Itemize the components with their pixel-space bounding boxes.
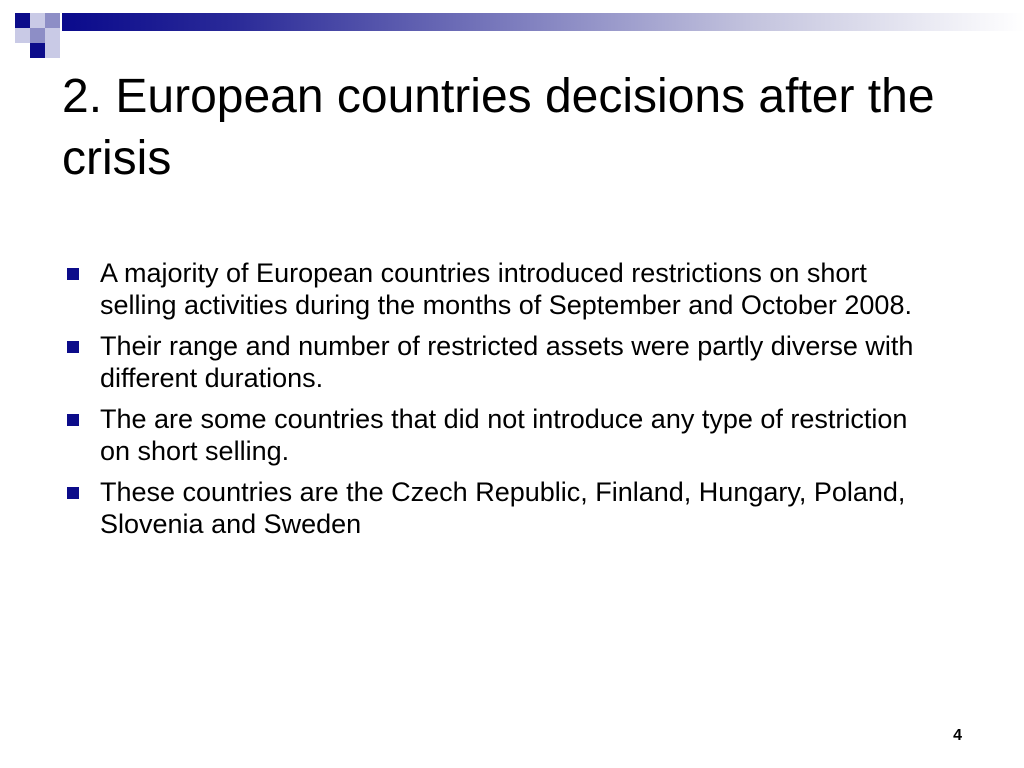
bullet-list — [64, 257, 944, 549]
decorative-square — [30, 13, 45, 28]
slide-title: 2. European countries decisions after the crisis — [62, 70, 935, 185]
square-bullet-icon — [67, 414, 79, 426]
bullet-item — [64, 257, 944, 321]
square-bullet-icon — [67, 268, 79, 280]
bullet-item — [64, 476, 944, 540]
bullet-text: Their range and number of restricted assets were partly diverse with different durations. — [100, 331, 914, 393]
decorative-square — [45, 43, 60, 58]
bullet-item — [64, 330, 944, 394]
square-bullet-icon — [67, 487, 79, 499]
page-number: 4 — [953, 727, 962, 744]
bullet-text: A majority of European countries introduced restrictions on short selling activities during the months of September and October 2008. — [100, 258, 912, 320]
decorative-square — [30, 43, 45, 58]
decorative-square — [15, 13, 30, 28]
bullet-item — [64, 403, 944, 467]
bullet-text: The are some countries that did not introduce any type of restriction on short selling. — [100, 404, 908, 466]
decorative-square — [30, 28, 45, 43]
title-gradient-bar — [62, 13, 1024, 31]
decorative-square — [15, 28, 30, 43]
square-bullet-icon — [67, 341, 79, 353]
decorative-square — [45, 28, 60, 43]
bullet-text: These countries are the Czech Republic, Finland, Hungary, Poland, Slovenia and Sweden — [100, 477, 906, 539]
decorative-square — [45, 13, 60, 28]
